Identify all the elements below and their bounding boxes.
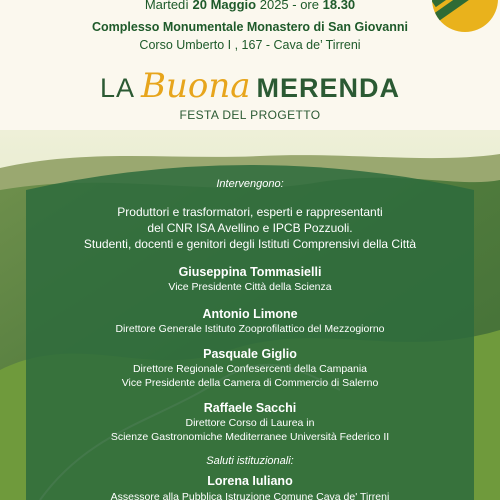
- speaker-name: Giuseppina Tommasielli: [178, 265, 322, 279]
- title-part-merenda: MERENDA: [256, 73, 401, 103]
- speaker-entry: [0, 346, 500, 390]
- event-time: 18.30: [322, 0, 356, 12]
- speaker-role: Scienze Gastronomiche Mediterranee Università Federico II: [110, 431, 390, 443]
- participants-description: [0, 204, 500, 252]
- speaker-role: Vice Presidente Città della Scienza: [168, 281, 332, 293]
- venue-name: Complesso Monumentale Monastero di San Giovanni: [91, 20, 408, 34]
- date-year-time-label: 2025 - ore: [259, 0, 319, 12]
- speaker-name: Antonio Limone: [202, 307, 298, 321]
- greeting-speaker-name: Lorena Iuliano: [207, 474, 293, 488]
- speaker-role: Direttore Corso di Laurea in: [185, 417, 315, 429]
- speaker-entry: [0, 264, 500, 294]
- description-line: Studenti, docenti e genitori degli Istituti Comprensivi della Città: [83, 237, 417, 251]
- speaker-entry: [0, 306, 500, 336]
- description-line: del CNR ISA Avellino e IPCB Pozzuoli.: [147, 221, 353, 235]
- speaker-entry: [0, 400, 500, 444]
- speaker-name: Pasquale Giglio: [203, 347, 297, 361]
- date-weekday: Martedì: [144, 0, 189, 12]
- greetings-label: Saluti istituzionali:: [206, 455, 294, 467]
- speaker-name: Raffaele Sacchi: [203, 401, 297, 415]
- event-subtitle: FESTA DEL PROGETTO: [179, 108, 321, 122]
- venue-address: Corso Umberto I , 167 - Cava de’ Tirreni: [139, 38, 361, 52]
- title-part-la: LA: [99, 73, 135, 103]
- speaker-role: Vice Presidente della Camera di Commercio di Salerno: [121, 377, 379, 389]
- speaker-role: Direttore Regionale Confesercenti della Campania: [132, 363, 368, 375]
- speaker-role: Direttore Generale Istituto Zooprofilattico del Mezzogiorno: [115, 323, 385, 335]
- date-day-month: 20 Maggio: [192, 0, 257, 12]
- speakers-intro-label: Intervengono:: [216, 178, 284, 190]
- description-line: Produttori e trasformatori, esperti e rappresentanti: [117, 205, 383, 219]
- greeting-speaker-role: Assessore alla Pubblica Istruzione Comune Cava de' Tirreni: [110, 491, 390, 500]
- title-part-buona: Buona: [140, 66, 251, 106]
